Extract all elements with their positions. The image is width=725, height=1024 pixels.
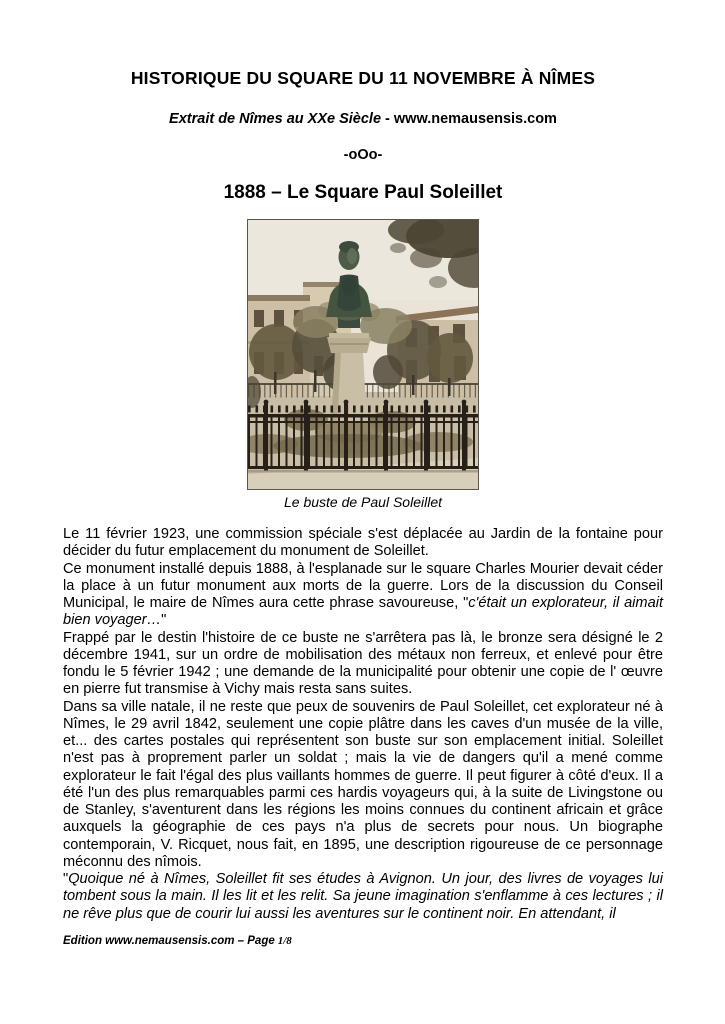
subtitle-source: Extrait de Nîmes au XXe Siècle xyxy=(169,111,382,127)
section-title: 1888 – Le Square Paul Soleillet xyxy=(223,182,503,203)
article-body xyxy=(63,526,663,923)
quote-mayor: c'était un explorateur, il aimait bien voyager… xyxy=(63,595,663,629)
ornament-separator: -oOo- xyxy=(343,147,383,163)
footer-edition-label: Edition www.nemausensis.com – Page xyxy=(63,935,275,947)
bust-photo-illustration xyxy=(248,220,478,489)
photo-figure xyxy=(63,219,663,510)
page-title: HISTORIQUE DU SQUARE DU 11 NOVEMBRE À NÎMES xyxy=(130,68,596,88)
subtitle xyxy=(63,111,663,128)
paragraph-1: Le 11 février 1923, une commission spéciale s'est déplacée au Jardin de la fontaine pour décider du futur emplacement du monument de Soleillet. xyxy=(63,526,663,560)
paragraph-2: Ce monument installé depuis 1888, à l'esplanade sur le square Charles Mourier devait céder la place à un futur monument aux morts de la guerre. Lors de la discussion du Conseil Municipal, le maire de Nîmes aura cette phrase savoureuse, "c'était un explorateur, il aimait bien voyager…" xyxy=(63,560,663,629)
paragraph-4: Dans sa ville natale, il ne reste que peux de souvenirs de Paul Soleillet, cet explorateur né à Nîmes, le 29 avril 1842, seulement une copie plâtre dans les caves d'un musée de la ville, et... des cartes postales qui représentent son buste sur son emplacement initial. Soleillet n'est pas à proprement parler un soldat ; mais la vie de dangers qu'il a mené comme explorateur le fait l'égal des plus vaillants hommes de guerre. Il peut figurer à côté d'eux. Il a été l'un des plus remarquables parmi ces hardis voyageurs qui, à la suite de Livingstone ou de Stanley, s'aventurent dans les régions les moins connues du continent africain et grâce auxquels la géographie de ces pays n'a plus de secrets pour nous. Un biographe contemporain, V. Ricquet, nous fait, en 1895, une description rigoureuse de ce personnage méconnu des nîmois. xyxy=(63,698,663,870)
photo-caption: Le buste de Paul Soleillet xyxy=(284,494,442,510)
footer-page-number: 1/8 xyxy=(277,935,292,947)
page-footer xyxy=(63,935,292,948)
quote-biographer: Quoique né à Nîmes, Soleillet fit ses études à Avignon. Un jour, des livres de voyages lui tombent sous la main. Il les lit et les relit. Sa jeune imagination s'enflamme à ces lectures ; il ne rêve plus que de courir lui aussi les aventures sur le continent noir. En attendant, il xyxy=(63,871,663,922)
paragraph-5: "Quoique né à Nîmes, Soleillet fit ses études à Avignon. Un jour, des livres de voyages lui tombent sous la main. Il les lit et les relit. Sa jeune imagination s'enflamme à ces lectures ; il ne rêve plus que de courir lui aussi les aventures sur le continent noir. En attendant, il xyxy=(63,871,663,922)
paragraph-3: Frappé par le destin l'histoire de ce buste ne s'arrêtera pas là, le bronze sera désigné le 2 décembre 1941, sur un ordre de mobilisation des métaux non ferreux, et enlevé pour être fondu le 5 février 1942 ; une demande de la municipalité pour obtenir une copie de l' œuvre en pierre fut transmise à Vichy mais resta sans suites. xyxy=(63,629,663,698)
subtitle-url: - www.nemausensis.com xyxy=(381,111,557,127)
bust-photo xyxy=(247,219,479,490)
